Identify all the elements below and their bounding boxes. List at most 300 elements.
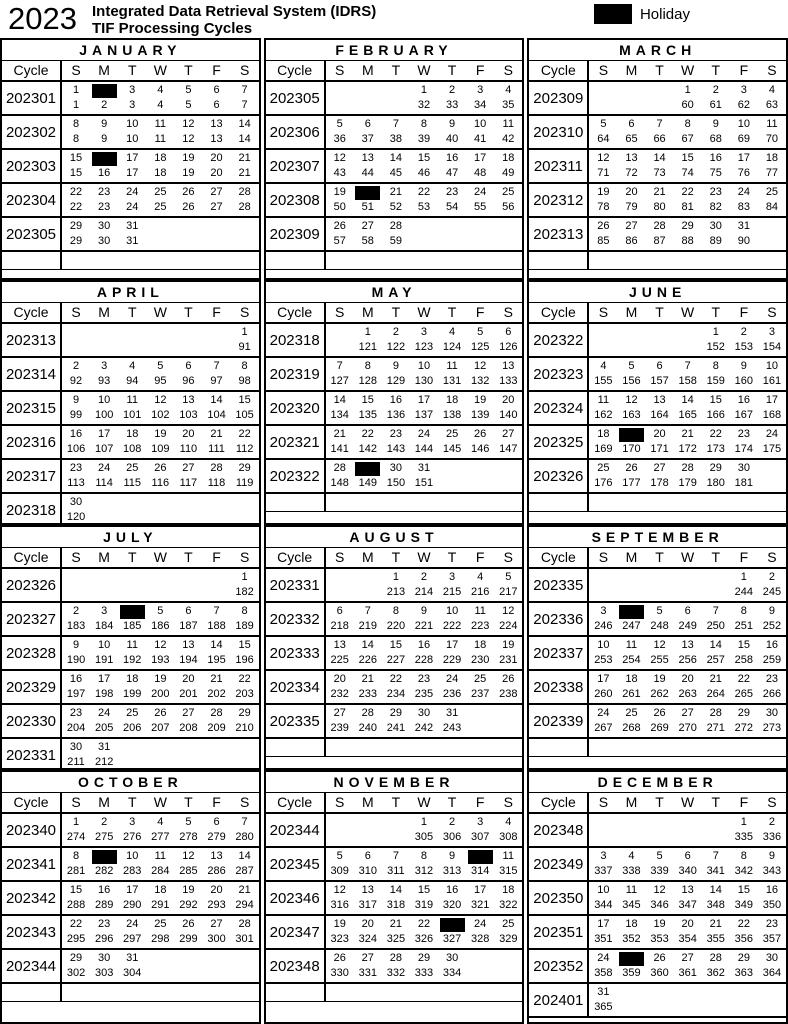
julian-date: 74: [681, 167, 694, 179]
julian-date: 245: [762, 586, 782, 598]
day-header-0: S: [335, 304, 345, 320]
week-days: [589, 671, 786, 703]
date-number: 18: [625, 673, 638, 685]
date-number: 19: [474, 394, 487, 406]
cycle-number: 202331: [2, 739, 62, 771]
date-number: 28: [238, 186, 251, 198]
day-header-2: T: [655, 794, 664, 810]
day-cell: [589, 950, 617, 982]
julian-date: 354: [678, 933, 697, 945]
day-cell: [494, 358, 522, 390]
julian-date: 335: [734, 831, 754, 843]
day-cell: [617, 950, 645, 982]
date-number: 4: [477, 571, 484, 583]
day-cell: [174, 426, 202, 458]
day-cell: [466, 426, 494, 458]
month-header-row: [2, 793, 259, 814]
julian-date: 123: [414, 341, 434, 353]
cycle-week-row: [2, 916, 259, 950]
week-days: [589, 358, 786, 390]
julian-date: 221: [414, 620, 434, 632]
day-header-6: S: [767, 304, 777, 320]
date-number: 2: [392, 326, 399, 338]
date-number: 19: [597, 186, 610, 198]
day-header-6: S: [239, 549, 250, 565]
cycle-number: 202346: [266, 882, 326, 914]
date-number: 22: [389, 673, 403, 685]
julian-date: 327: [442, 933, 462, 945]
julian-date: 177: [622, 477, 641, 489]
day-cell: [118, 637, 146, 669]
holiday-block: [355, 462, 380, 476]
day-cell: [674, 184, 702, 216]
julian-date: 134: [330, 409, 349, 421]
day-header-3: W: [153, 62, 167, 78]
day-cell: [646, 184, 674, 216]
day-header-4: T: [184, 304, 193, 320]
day-cell: [494, 569, 522, 601]
date-number: 19: [182, 152, 195, 164]
date-number: 21: [709, 673, 722, 685]
holiday-legend: [594, 4, 690, 24]
day-cell: [202, 358, 230, 390]
date-number: 13: [182, 639, 195, 651]
week-days: [62, 671, 259, 703]
julian-date: 273: [762, 722, 782, 734]
date-number: 16: [445, 152, 459, 164]
day-cell: [702, 705, 730, 737]
day-cell: [382, 460, 410, 492]
day-cell: [118, 426, 146, 458]
day-cell: [118, 705, 146, 737]
day-cell: [466, 916, 494, 948]
date-number: 27: [681, 952, 694, 964]
cycle-number: 202331: [266, 569, 326, 601]
date-number: 17: [126, 152, 139, 164]
julian-date: 66: [653, 133, 666, 145]
empty-week-days: [589, 494, 786, 511]
day-cell: [730, 324, 758, 356]
week-days: [326, 848, 523, 880]
cycle-week-row: [2, 705, 259, 739]
day-cell: [702, 116, 730, 148]
cycle-week-row: [529, 882, 786, 916]
month-july: [0, 525, 261, 770]
julian-date: 278: [179, 831, 198, 843]
cycle-number: 202319: [266, 358, 326, 390]
day-cell: [174, 494, 202, 526]
date-number: 4: [157, 816, 164, 828]
week-days: [62, 184, 259, 216]
date-number: 5: [336, 850, 343, 862]
day-cell: [674, 82, 702, 114]
week-days: [589, 460, 786, 492]
cycle-column-header: Cycle: [2, 61, 62, 80]
julian-date: 61: [709, 99, 722, 111]
empty-cycle-cell: [266, 252, 326, 269]
cycle-number: 202316: [2, 426, 62, 458]
day-cell: [730, 637, 758, 669]
day-cell: [589, 150, 617, 182]
day-cell: [589, 116, 617, 148]
julian-date: 202: [207, 688, 226, 700]
day-cell: [354, 950, 382, 982]
date-number: 23: [765, 673, 779, 685]
day-cell: [702, 848, 730, 880]
date-number: 30: [389, 462, 403, 474]
cycle-number: 202335: [266, 705, 326, 737]
month-header-row: [529, 61, 786, 82]
julian-date: 60: [681, 99, 694, 111]
cycle-week-row: [2, 218, 259, 252]
cycle-week-row: [2, 603, 259, 637]
julian-date: 75: [709, 167, 722, 179]
date-number: 6: [185, 605, 192, 617]
date-number: 27: [681, 707, 694, 719]
date-number: 6: [656, 360, 663, 372]
julian-date: 100: [94, 409, 114, 421]
day-cell: [646, 324, 674, 356]
day-cell: [438, 460, 466, 492]
day-header-6: S: [503, 62, 513, 78]
day-cell: [674, 218, 702, 250]
empty-week-row: [266, 984, 523, 1002]
cycle-week-row: [266, 184, 523, 218]
cycle-number: 202305: [2, 218, 62, 250]
day-cell: [438, 324, 466, 356]
date-number: 13: [210, 850, 223, 862]
julian-date: 138: [442, 409, 462, 421]
julian-date: 355: [706, 933, 725, 945]
date-number: 20: [333, 673, 346, 685]
date-number: 11: [625, 884, 638, 896]
day-cell: [354, 637, 382, 669]
date-number: 31: [417, 462, 431, 474]
cycle-week-row: [266, 358, 523, 392]
date-number: 26: [182, 918, 195, 930]
week-days: [62, 218, 259, 250]
julian-date: 302: [66, 967, 86, 979]
julian-date: 88: [681, 235, 694, 247]
date-number: 23: [737, 428, 750, 440]
julian-date: 62: [737, 99, 750, 111]
week-days: [326, 116, 523, 148]
julian-date: 185: [123, 620, 142, 632]
day-cell: [202, 950, 230, 982]
julian-date: 289: [94, 899, 114, 911]
cycle-week-row: [266, 460, 523, 494]
date-number: 1: [72, 84, 80, 96]
day-cell: [118, 882, 146, 914]
day-cell: [438, 358, 466, 390]
date-number: 22: [681, 186, 694, 198]
julian-date: 41: [474, 133, 487, 145]
cycle-week-row: [266, 392, 523, 426]
date-number: 26: [154, 462, 167, 474]
day-header-3: W: [417, 794, 431, 810]
cycle-number: 202349: [529, 848, 589, 880]
day-header-4: T: [184, 794, 193, 810]
day-cell: [646, 116, 674, 148]
day-cell: [438, 814, 466, 846]
cycle-number: 202324: [529, 392, 589, 424]
julian-date: 163: [622, 409, 641, 421]
julian-date: 140: [499, 409, 518, 421]
date-number: 6: [684, 605, 691, 617]
cycle-number: 202317: [2, 460, 62, 492]
julian-date: 345: [622, 899, 641, 911]
day-cell: [410, 426, 438, 458]
date-number: 12: [474, 360, 487, 372]
julian-date: 23: [98, 201, 111, 213]
day-cell: [702, 358, 730, 390]
day-cell: [758, 569, 786, 601]
julian-date: 212: [94, 756, 114, 768]
cycle-week-row: [266, 150, 523, 184]
day-cell: [118, 392, 146, 424]
cycle-week-row: [529, 950, 786, 984]
date-number: 3: [420, 326, 428, 338]
julian-date: 43: [333, 167, 346, 179]
day-cell: [702, 184, 730, 216]
day-cell: [174, 705, 202, 737]
julian-date: 117: [179, 477, 198, 489]
day-cell: [62, 426, 90, 458]
julian-date: 124: [442, 341, 462, 353]
day-cell: [646, 705, 674, 737]
julian-date: 10: [126, 133, 139, 145]
julian-date: 107: [94, 443, 114, 455]
day-header-3: W: [681, 794, 695, 810]
cycle-number: 202309: [529, 82, 589, 114]
julian-date: 44: [361, 167, 374, 179]
day-cell: [674, 426, 702, 458]
julian-date: 69: [737, 133, 750, 145]
day-cell: [494, 814, 522, 846]
julian-date: 154: [762, 341, 782, 353]
day-headers: [589, 793, 786, 812]
cycle-column-header: Cycle: [529, 793, 589, 812]
day-header-3: W: [681, 304, 695, 320]
day-cell: [410, 569, 438, 601]
page-header: [0, 0, 788, 38]
julian-date: 57: [333, 235, 346, 247]
cycle-week-row: [2, 637, 259, 671]
cycle-number: 202305: [266, 82, 326, 114]
julian-date: 157: [650, 375, 669, 387]
julian-date: 70: [765, 133, 779, 145]
cycle-number: 202306: [266, 116, 326, 148]
day-cell: [202, 116, 230, 148]
julian-date: 334: [442, 967, 462, 979]
julian-date: 264: [706, 688, 725, 700]
day-header-5: F: [475, 549, 485, 565]
day-header-4: T: [711, 549, 721, 565]
julian-date: 102: [151, 409, 170, 421]
month-title: NOVEMBER: [266, 772, 523, 793]
julian-date: 132: [470, 375, 490, 387]
day-cell: [90, 358, 118, 390]
date-number: 25: [154, 918, 167, 930]
date-number: 14: [210, 394, 223, 406]
date-number: 6: [364, 850, 371, 862]
date-number: 10: [474, 118, 487, 130]
julian-date: 213: [386, 586, 406, 598]
day-cell: [674, 569, 702, 601]
day-header-2: T: [391, 304, 401, 320]
julian-date: 72: [625, 167, 638, 179]
date-number: 19: [182, 884, 195, 896]
julian-date: 90: [737, 235, 750, 247]
date-number: 15: [737, 639, 750, 651]
day-cell: [62, 569, 90, 601]
date-number: 28: [333, 462, 346, 474]
month-november: [264, 770, 525, 1024]
date-number: 6: [505, 326, 512, 338]
day-cell: [617, 848, 645, 880]
day-cell: [466, 814, 494, 846]
day-cell: [202, 184, 230, 216]
month-title: JULY: [2, 527, 259, 548]
date-number: 1: [241, 326, 248, 338]
day-cell: [617, 218, 645, 250]
julian-date: 299: [179, 933, 198, 945]
date-number: 27: [653, 462, 666, 474]
day-cell: [90, 848, 118, 880]
day-cell: [146, 460, 174, 492]
julian-date: 158: [678, 375, 697, 387]
date-number: 15: [238, 394, 251, 406]
day-header-1: M: [625, 549, 638, 565]
julian-date: 328: [470, 933, 490, 945]
day-cell: [494, 218, 522, 250]
julian-date: 136: [386, 409, 406, 421]
year-label: 2023: [8, 1, 77, 36]
cycle-week-row: [2, 426, 259, 460]
day-cell: [118, 569, 146, 601]
month-header-row: [266, 793, 523, 814]
date-number: 26: [154, 707, 167, 719]
julian-date: 358: [594, 967, 613, 979]
julian-date: 28: [238, 201, 251, 213]
julian-date: 30: [98, 235, 111, 247]
date-number: 24: [98, 462, 111, 474]
month-header-row: [266, 61, 523, 82]
date-number: 14: [709, 884, 722, 896]
date-number: 18: [154, 152, 167, 164]
week-days: [589, 916, 786, 948]
julian-date: 173: [706, 443, 725, 455]
julian-date: 266: [762, 688, 782, 700]
day-cell: [438, 82, 466, 114]
empty-week-row: [266, 252, 523, 270]
date-number: 25: [765, 186, 779, 198]
day-cell: [231, 603, 259, 635]
date-number: 17: [597, 673, 610, 685]
cycle-number: 202308: [266, 184, 326, 216]
cycle-week-row: [529, 218, 786, 252]
day-cell: [62, 324, 90, 356]
date-number: 10: [417, 360, 431, 372]
day-cell: [494, 184, 522, 216]
day-cell: [90, 882, 118, 914]
date-number: 16: [709, 152, 722, 164]
julian-date: 309: [330, 865, 349, 877]
day-cell: [494, 82, 522, 114]
day-cell: [730, 569, 758, 601]
month-december: [527, 770, 788, 1024]
month-august: [264, 525, 525, 770]
date-number: 18: [765, 152, 779, 164]
julian-date: 6: [213, 99, 220, 111]
julian-date: 38: [389, 133, 403, 145]
date-number: 12: [333, 152, 346, 164]
day-cell: [354, 358, 382, 390]
month-april: [0, 280, 261, 525]
day-cell: [146, 814, 174, 846]
day-header-5: F: [212, 304, 221, 320]
day-cell: [231, 184, 259, 216]
date-number: 2: [740, 326, 747, 338]
day-cell: [146, 426, 174, 458]
date-number: 11: [154, 850, 167, 862]
julian-date: 108: [123, 443, 142, 455]
day-cell: [202, 82, 230, 114]
date-number: 24: [126, 186, 139, 198]
empty-week-days: [62, 984, 259, 1001]
day-cell: [589, 184, 617, 216]
cycle-week-row: [529, 426, 786, 460]
date-number: 1: [72, 816, 80, 828]
day-header-6: S: [503, 304, 513, 320]
day-header-1: M: [361, 62, 374, 78]
day-cell: [146, 184, 174, 216]
cycle-column-header: Cycle: [529, 303, 589, 322]
julian-date: 29: [69, 235, 83, 247]
date-number: 20: [210, 884, 223, 896]
day-header-5: F: [739, 62, 749, 78]
day-headers: [62, 303, 259, 322]
cycle-week-row: [529, 814, 786, 848]
cycle-week-row: [266, 950, 523, 984]
julian-date: 166: [706, 409, 725, 421]
date-number: 8: [72, 850, 80, 862]
date-number: 26: [182, 186, 195, 198]
date-number: 23: [765, 918, 779, 930]
day-cell: [354, 882, 382, 914]
day-cell: [382, 150, 410, 182]
date-number: 22: [238, 428, 251, 440]
julian-date: 324: [358, 933, 377, 945]
day-cell: [202, 637, 230, 669]
date-number: 3: [600, 850, 607, 862]
julian-date: 283: [123, 865, 142, 877]
julian-date: 362: [706, 967, 725, 979]
day-cell: [202, 324, 230, 356]
day-cell: [466, 569, 494, 601]
day-cell: [326, 950, 354, 982]
julian-date: 45: [389, 167, 403, 179]
day-header-1: M: [361, 304, 374, 320]
day-cell: [410, 671, 438, 703]
day-cell: [730, 82, 758, 114]
date-number: 7: [213, 605, 220, 617]
day-cell: [231, 358, 259, 390]
day-cell: [326, 460, 354, 492]
day-cell: [494, 705, 522, 737]
cycle-week-row: [529, 637, 786, 671]
date-number: 26: [625, 462, 638, 474]
